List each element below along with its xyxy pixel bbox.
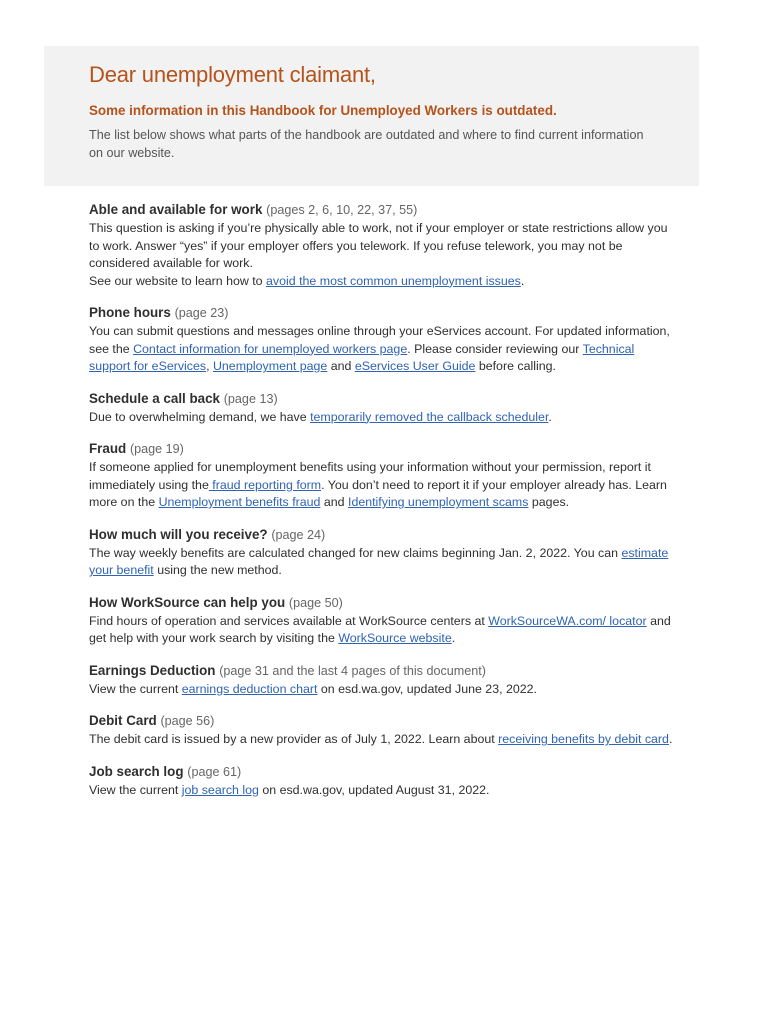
section-text: View the current xyxy=(89,681,182,696)
greeting-heading: Dear unemployment claimant, xyxy=(89,62,376,87)
section xyxy=(89,200,679,290)
section-link[interactable]: receiving benefits by debit card xyxy=(498,732,669,746)
section-text: . Please consider reviewing our xyxy=(407,341,583,356)
section xyxy=(89,303,679,376)
intro-paragraph: The list below shows what parts of the handbook are outdated and where to find current information on our website. xyxy=(89,128,644,160)
section-text: and xyxy=(327,359,355,373)
section-title: How WorkSource can help you xyxy=(89,594,286,610)
section-page-ref: (page 13) xyxy=(223,391,278,406)
section-title: Phone hours xyxy=(89,305,171,320)
section-text: View the current xyxy=(89,782,182,797)
section-text: See our website to learn how to xyxy=(89,273,267,288)
section-title: Able and available for work xyxy=(89,202,263,217)
section xyxy=(89,439,679,512)
section-title-line xyxy=(89,661,679,681)
section-title-line xyxy=(89,525,679,545)
section-page-ref: (page 19) xyxy=(129,442,184,456)
section-title: Debit Card xyxy=(89,713,157,728)
section-text: pages. xyxy=(528,495,570,509)
section xyxy=(89,389,679,427)
section-link[interactable]: job search log xyxy=(181,782,259,797)
section-text: and xyxy=(320,495,348,509)
section-title: Fraud xyxy=(89,441,127,456)
section-link[interactable]: avoid the most common unemployment issues xyxy=(266,273,521,288)
section-link[interactable]: Contact information for unemployed workers page xyxy=(133,341,408,356)
section xyxy=(89,525,679,580)
section-body xyxy=(89,782,679,800)
section-text: on esd.wa.gov, updated June 23, 2022. xyxy=(317,681,537,696)
section-body xyxy=(89,409,679,427)
section-text: on esd.wa.gov, updated August 31, 2022. xyxy=(258,782,490,797)
section-link[interactable]: Unemployment benefits fraud xyxy=(158,495,321,509)
section-page-ref: (pages 2, 6, 10, 22, 37, 55) xyxy=(266,203,418,217)
section-link[interactable]: estimate your benefit xyxy=(89,545,669,577)
section-text: . xyxy=(451,631,456,645)
section-link[interactable]: earnings deduction chart xyxy=(181,681,318,696)
section-page-ref: (page 31 and the last 4 pages of this document) xyxy=(219,663,486,678)
section-text: . xyxy=(548,409,552,424)
section-title-line xyxy=(89,762,679,782)
section-text: This question is asking if you’re physically able to work, not if your employer or state restrictions allow you to work. Answer “yes” if your employer offers you telework. If you refuse telework, you may not be considered available for work. xyxy=(89,221,668,270)
section-title-line xyxy=(89,593,679,613)
section-text: Due to overwhelming demand, we have xyxy=(89,409,311,424)
section-body xyxy=(89,613,679,648)
section-text: Find hours of operation and services available at WorkSource centers at xyxy=(89,613,489,628)
section-text: You can submit questions and messages online through your eServices account. For updated information, see the xyxy=(89,324,670,356)
section-text: , xyxy=(206,359,213,373)
section xyxy=(89,661,679,699)
section-link[interactable]: Identifying unemployment scams xyxy=(348,495,529,509)
section-link[interactable]: WorkSourceWA.com/ locator xyxy=(488,613,647,628)
section-title-line xyxy=(89,711,679,731)
section-body xyxy=(89,681,679,699)
notice-banner xyxy=(44,46,699,186)
section-page-ref: (page 50) xyxy=(288,595,343,610)
section-body xyxy=(89,731,679,749)
section xyxy=(89,711,679,749)
section-link[interactable]: Technical support for eServices xyxy=(89,341,635,373)
section-text: . You don’t need to report it if your employer already has. Learn more on the xyxy=(89,477,667,509)
section-link[interactable]: Unemployment page xyxy=(212,359,328,373)
section-title: Job search log xyxy=(89,763,184,779)
outdated-notice-subhead: Some information in this Handbook for Unemployed Workers is outdated. xyxy=(89,103,557,118)
section-text: before calling. xyxy=(475,359,556,373)
section-text: and get help with your work search by visiting the xyxy=(89,613,671,645)
section-body xyxy=(89,545,679,580)
section-title: How much will you receive? xyxy=(89,526,268,542)
section-link[interactable]: eServices User Guide xyxy=(354,359,476,373)
section-title-line xyxy=(89,303,679,323)
section-text: . xyxy=(520,273,525,288)
section-body xyxy=(89,323,679,376)
section-title-line xyxy=(89,200,679,220)
section-body xyxy=(89,459,679,512)
section-link[interactable]: fraud reporting form xyxy=(208,477,322,492)
section-title-line xyxy=(89,439,679,459)
section-title: Schedule a call back xyxy=(89,390,220,406)
section xyxy=(89,762,679,800)
section-link[interactable]: WorkSource website xyxy=(338,631,452,645)
section-text: The debit card is issued by a new provider as of July 1, 2022. Learn about xyxy=(89,732,499,746)
section-link[interactable]: temporarily removed the callback scheduler xyxy=(310,409,549,424)
update-sections-list xyxy=(89,200,679,812)
section xyxy=(89,593,679,648)
section-page-ref: (page 24) xyxy=(271,527,326,542)
section-text: If someone applied for unemployment benefits using your information without your permission, report it immediately using the xyxy=(89,460,651,492)
section-page-ref: (page 61) xyxy=(187,764,242,779)
section-text: . xyxy=(668,732,673,746)
section-text: The way weekly benefits are calculated changed for new claims beginning Jan. 2, 2022. You can xyxy=(89,545,622,560)
section-page-ref: (page 23) xyxy=(174,306,229,320)
section-title-line xyxy=(89,389,679,409)
section-title: Earnings Deduction xyxy=(89,662,216,678)
section-body xyxy=(89,220,679,290)
section-text: using the new method. xyxy=(153,563,282,577)
section-page-ref: (page 56) xyxy=(160,714,215,728)
